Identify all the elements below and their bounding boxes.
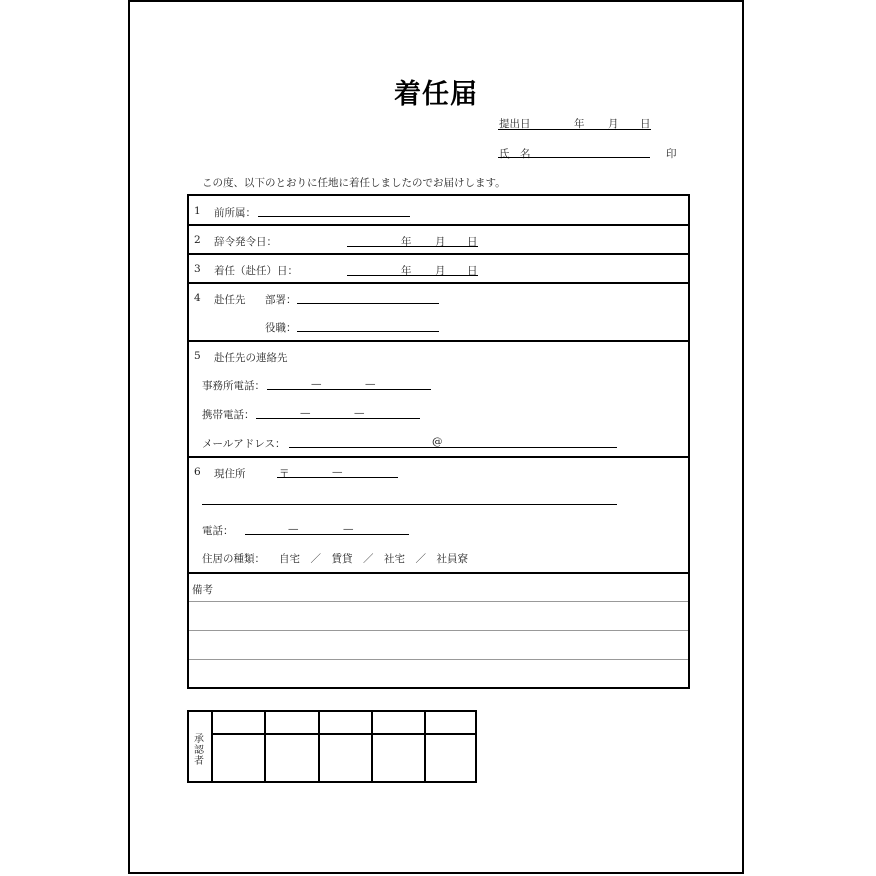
remarks-line — [189, 659, 688, 660]
seal-label: 印 — [666, 148, 677, 160]
approval-divider — [264, 712, 266, 781]
dash: — — [354, 407, 365, 419]
approval-label: 承認者 — [194, 734, 204, 767]
row-2-number: 2 — [194, 234, 201, 246]
document-page — [128, 0, 744, 874]
dash: — — [365, 378, 376, 390]
row-4-label: 赴任先 — [214, 294, 246, 306]
home-tel-label: 電話： — [202, 525, 234, 537]
row-6-label: 現住所 — [214, 468, 246, 480]
submit-day-label: 日 — [640, 118, 651, 130]
row-6-number: 6 — [194, 466, 201, 478]
row-5-label: 赴任先の連絡先 — [214, 352, 288, 364]
postal-mark: 〒 — [279, 468, 290, 480]
row-2-month: 月 — [435, 236, 446, 248]
row-3-day: 日 — [467, 265, 478, 277]
dash: — — [300, 407, 311, 419]
approval-header-line — [211, 733, 475, 735]
row-divider — [189, 572, 688, 574]
housing-label: 住居の種類： — [202, 553, 265, 565]
submit-month-label: 月 — [608, 118, 619, 130]
position-label: 役職： — [265, 322, 297, 334]
row-divider — [189, 340, 688, 342]
row-2-day: 日 — [467, 236, 478, 248]
row-5-number: 5 — [194, 350, 201, 362]
approval-divider — [318, 712, 320, 781]
remarks-line — [189, 601, 688, 602]
office-tel-field[interactable] — [267, 389, 431, 390]
mobile-tel-field[interactable] — [256, 418, 420, 419]
submit-date-label: 提出日 — [499, 118, 531, 130]
mobile-tel-label: 携帯電話： — [202, 409, 255, 421]
intro-text: この度、以下のとおりに任地に着任しましたのでお届けします。 — [202, 177, 506, 189]
approval-divider — [371, 712, 373, 781]
approval-divider — [424, 712, 426, 781]
row-divider — [189, 253, 688, 255]
name-label: 氏 名 — [499, 148, 531, 160]
row-3-label: 着任（赴任）日： — [214, 265, 298, 277]
previous-dept-field[interactable] — [258, 216, 410, 217]
row-divider — [189, 282, 688, 284]
row-4-number: 4 — [194, 292, 201, 304]
dept-label: 部署： — [265, 294, 297, 306]
approval-divider — [211, 712, 213, 781]
page-title: 着任届 — [394, 79, 478, 110]
position-field[interactable] — [297, 331, 439, 332]
dash: — — [311, 378, 322, 390]
appointment-date-field[interactable] — [347, 246, 478, 247]
dept-field[interactable] — [297, 303, 439, 304]
dash: — — [332, 466, 343, 478]
arrival-date-field[interactable] — [347, 275, 478, 276]
address-field[interactable] — [202, 504, 617, 505]
email-field[interactable] — [289, 447, 617, 448]
submit-year-label: 年 — [574, 118, 585, 130]
row-3-month: 月 — [435, 265, 446, 277]
email-at: @ — [432, 436, 443, 448]
row-1-label: 前所属： — [214, 207, 256, 219]
row-1-number: 1 — [194, 205, 201, 217]
row-divider — [189, 456, 688, 458]
submit-date-underline[interactable] — [498, 129, 651, 130]
remarks-label: 備考 — [192, 584, 213, 596]
row-2-label: 辞令発令日： — [214, 236, 277, 248]
row-2-year: 年 — [401, 236, 412, 248]
home-tel-field[interactable] — [245, 534, 409, 535]
row-3-year: 年 — [401, 265, 412, 277]
remarks-line — [189, 630, 688, 631]
row-3-number: 3 — [194, 263, 201, 275]
office-tel-label: 事務所電話： — [202, 380, 265, 392]
postal-field[interactable] — [277, 477, 398, 478]
dash: — — [343, 523, 354, 535]
email-label: メールアドレス： — [202, 438, 286, 450]
dash: — — [288, 523, 299, 535]
form-table — [187, 194, 690, 689]
approval-table — [187, 710, 477, 783]
housing-options[interactable]: 自宅 ／ 賃貸 ／ 社宅 ／ 社員寮 — [279, 553, 468, 565]
name-field[interactable] — [498, 157, 650, 158]
row-divider — [189, 224, 688, 226]
